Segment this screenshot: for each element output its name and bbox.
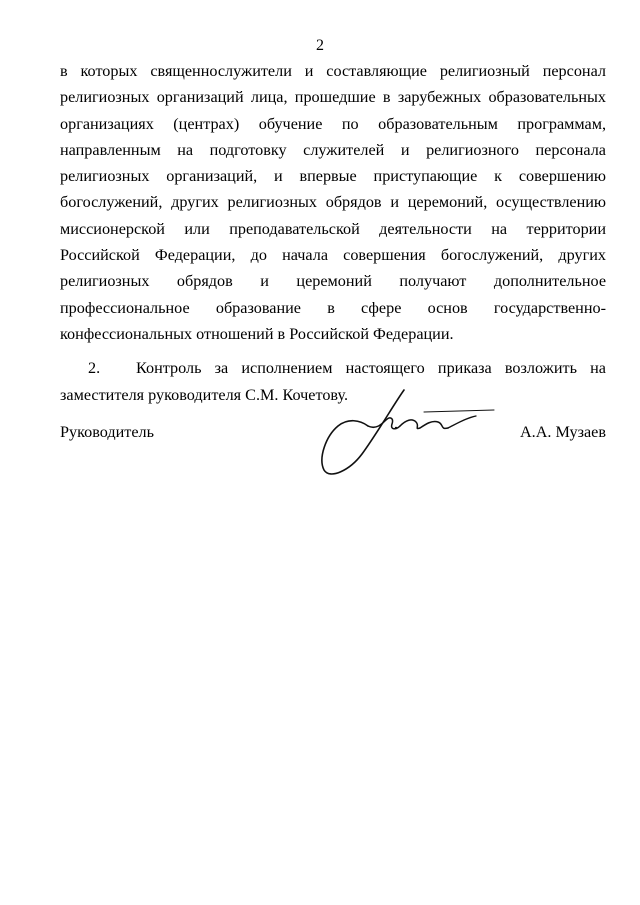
signatory-title: Руководитель bbox=[60, 423, 155, 441]
page-number: 2 bbox=[316, 37, 324, 54]
signature-block bbox=[60, 416, 606, 496]
item-text: Контроль за исполнением настоящего приказа возложить на заместителя руководителя С.М. Кочетову. bbox=[60, 359, 606, 404]
handwritten-signature-icon bbox=[316, 384, 496, 484]
item-number: 2. bbox=[88, 359, 101, 378]
signatory-name: А.А. Музаев bbox=[519, 423, 606, 441]
document-body bbox=[60, 58, 606, 408]
paragraph-continued: в которых священнослужители и составляющие религиозный персонал религиозных организаций лица, прошедшие в зарубежных образовательных организациях (центрах) обучение по образовательным программам, направленным на подготовку служителей и религиозного персонала религиозных организаций, и впервые приступающие к совершению богослужений, других религиозных обрядов и церемоний, осуществлению миссионерской или преподавательской деятельности на территории Российской Федерации, до начала совершения богослужений, других религиозных обрядов и церемоний получают дополнительное профессиональное образование в сфере основ государственно-конфессиональных отношений в Российской Федерации. bbox=[60, 62, 606, 343]
